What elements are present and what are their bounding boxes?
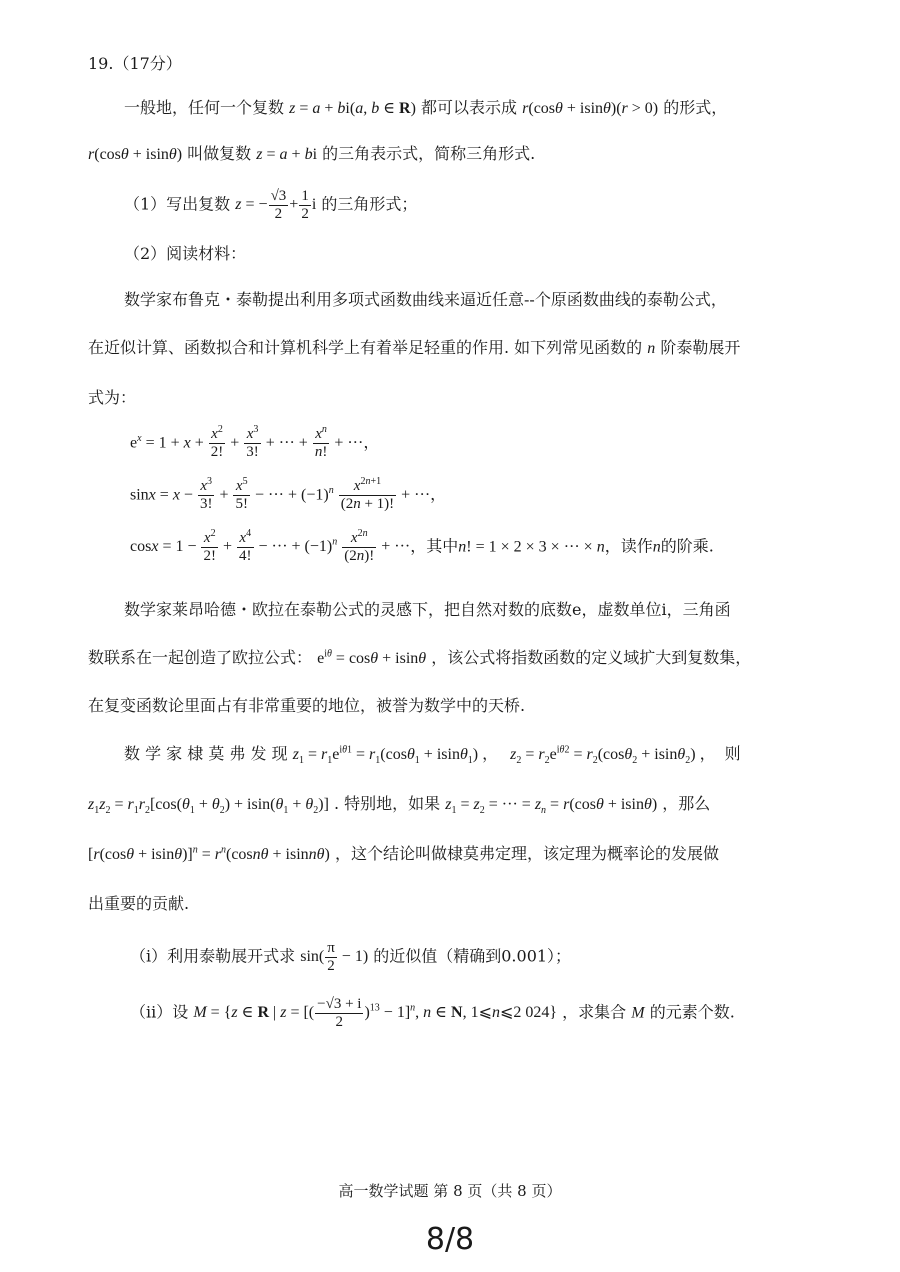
page-counter: 8/8	[425, 1222, 475, 1257]
formula-exp: $e^x = 1 + x$ + $\frac{x^2}{2!}$ + $\frac{x^3}{3!}$ + ··· + $\frac{x^n}{n!}$ + ···，	[130, 424, 380, 461]
taylor-paragraph-3: 式为：	[88, 388, 137, 407]
question-number: 19.（17分）	[88, 54, 182, 73]
part-1: （1）写出复数 z = − $\frac{√3}{2}$ + $\frac{1}{2}$ i 的三角形式；	[124, 188, 418, 223]
taylor-paragraph-2: 在近似计算、函数拟合和计算机科学上有着举足轻重的作用. 如下列常见函数的 n 阶泰勒展开	[88, 338, 741, 357]
euler-paragraph-2: 数联系在一起创造了欧拉公式： $e^{i\theta} = \cos\theta + isin\theta$ ，该公式将指数函数的定义域扩大到复数集，	[88, 648, 752, 667]
demoivre-paragraph-2: $z_1z_2 = r_1r_2[\cos(\theta_1 + \theta_2) + isin(\theta_1 + \theta_2)]$ . 特别地，如果 $z_1 = z_2$ = ··· = $z_n = r(\cos\theta + isin\theta)$ ，那么	[88, 794, 711, 817]
sub-question-ii: （ii）设 M = {z ∈ R | z = [( $\frac{-√3 + i}{2}$ )$^{13}$ − 1]$^n$, n ∈ N, 1⩽n⩽2 024} ，求集合 M 的元素个数.	[130, 996, 735, 1031]
intro-line-1: 一般地，任何一个复数 z = a + bi(a, b ∈ R) 都可以表示成 r(cosθ + isinθ)(r > 0) 的形式，	[124, 98, 728, 117]
euler-paragraph-1: 数学家莱昂哈德・欧拉在泰勒公式的灵感下，把自然对数的底数e，虚数单位i，三角函	[124, 600, 731, 619]
demoivre-paragraph-3: $[r(\cos\theta + isin\theta)]^n = r^n(\cos n\theta + isinn\theta)$ ，这个结论叫做棣莫弗定理，该定理为概率论的发展做	[88, 844, 719, 863]
demoivre-paragraph-1: 数 学 家 棣 莫 弗 发 现 $z_1 = r_1e^{i\theta 1} = r_1(\cos\theta_1 + isin\theta_1)$ ， $z_2 = r_2e^{i\theta 2} = r_2(\cos\theta_2 + isin\theta_2)$ ， 则	[124, 744, 741, 767]
formula-cos: cosx = 1 − $\frac{x^2}{2!}$ + $\frac{x^4}{4!}$ − ··· + $(-1)^n$ $\frac{x^{2n}}{(2n)!}$ + ···，其中n! = 1 × 2 × 3 × ··· × n，读作n的阶乘.	[130, 528, 714, 565]
taylor-paragraph-1: 数学家布鲁克・泰勒提出利用多项式函数曲线来逼近任意--个原函数曲线的泰勒公式，	[124, 290, 727, 309]
sub-question-i: （i）利用泰勒展开式求 sin( $\frac{\pi}{2}$ − 1) 的近似值（精确到0.001）；	[130, 940, 572, 975]
part-2-label: （2）阅读材料：	[124, 244, 247, 263]
formula-sin: sinx = x − $\frac{x^3}{3!}$ + $\frac{x^5}{5!}$ − ··· + $(-1)^n$ $\frac{x^{2n+1}}{(2n + 1)!}$ + ···，	[130, 476, 447, 513]
intro-line-2: r(cosθ + isinθ) 叫做复数 z = a + bi 的三角表示式，简称三角形式.	[88, 144, 536, 163]
page-footer: 高一数学试题 第 8 页（共 8 页）	[338, 1182, 562, 1200]
euler-paragraph-3: 在复变函数论里面占有非常重要的地位，被誉为数学中的天桥.	[88, 696, 526, 715]
demoivre-paragraph-4: 出重要的贡献.	[88, 894, 190, 913]
